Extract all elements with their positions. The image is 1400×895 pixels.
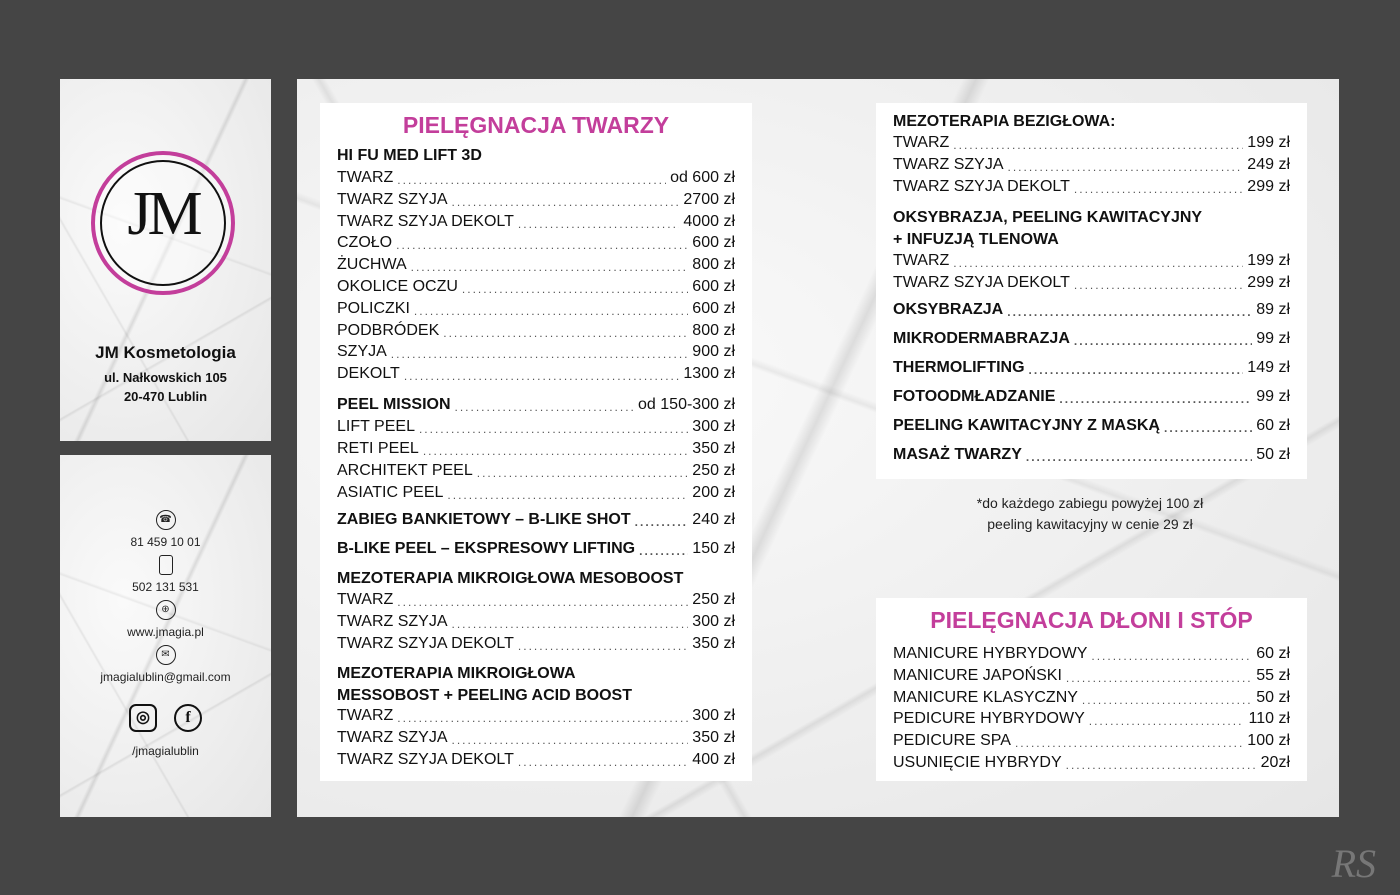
treatment-label: MASAŻ TWARZY (893, 446, 1022, 463)
treatment-row (893, 328, 1290, 350)
hifu-row (337, 276, 735, 298)
meso-price: 350 zł (692, 634, 735, 652)
hifu-row (337, 211, 735, 233)
dot-leader (397, 593, 688, 611)
dot-leader (953, 254, 1243, 272)
meso2-label: TWARZ SZYJA DEKOLT (337, 750, 514, 768)
phone-number-2: 502 131 531 (132, 580, 199, 594)
peel-price: 350 zł (692, 440, 735, 457)
oksy-header-line1: OKSYBRAZJA, PEELING KAWITACYJNY (893, 209, 1203, 226)
treatment-label: OKSYBRAZJA (893, 301, 1004, 318)
hifu-label: TWARZ SZYJA DEKOLT (337, 212, 514, 230)
bezig-header: MEZOTERAPIA BEZIGŁOWA: (893, 113, 1116, 130)
hands-price: 55 zł (1256, 666, 1290, 684)
hands-row (893, 752, 1290, 774)
meso-price: 300 zł (692, 612, 735, 630)
peel-label: LIFT PEEL (337, 418, 415, 435)
meso-label: TWARZ SZYJA DEKOLT (337, 634, 514, 652)
peel-row (337, 416, 735, 438)
dot-leader (1074, 332, 1252, 350)
face-care-title: PIELĘGNACJA TWARZY (402, 112, 670, 138)
hifu-label: DEKOLT (337, 365, 400, 383)
dot-leader (1015, 734, 1243, 752)
hifu-label: PODBRÓDEK (337, 321, 440, 339)
business-card-front (60, 79, 271, 441)
facebook-icon[interactable]: f (174, 704, 202, 732)
dot-leader (443, 324, 688, 342)
meso-price: 250 zł (692, 591, 735, 608)
blike-row (337, 538, 735, 560)
address-city: 20-470 Lublin (123, 389, 208, 404)
treatment-row (893, 386, 1290, 408)
hifu-row (337, 320, 735, 342)
bezig-label: TWARZ (893, 134, 950, 151)
meso2-row (337, 749, 735, 771)
meso2-row (337, 705, 735, 727)
hifu-price: 800 zł (692, 256, 735, 274)
dot-leader (452, 193, 680, 211)
hifu-row (337, 298, 735, 320)
hifu-label: POLICZKI (337, 299, 410, 317)
treatment-price: 99 zł (1256, 330, 1290, 347)
oksy-price: 299 zł (1247, 273, 1290, 291)
dot-leader (953, 136, 1243, 154)
peel-price: 200 zł (692, 484, 735, 501)
instagram-icon[interactable]: ◎ (129, 704, 157, 732)
peel-mission-row (337, 394, 735, 416)
note-line-2: peeling kawitacyjny w cenie 29 zł (987, 516, 1193, 532)
social-handle: /jmagialublin (132, 744, 199, 758)
hifu-price: 800 zł (692, 321, 735, 339)
phone-number-1: 81 459 10 01 (130, 535, 201, 549)
dot-leader (391, 345, 689, 363)
dot-leader (1164, 419, 1252, 437)
face-treatments-panel (876, 103, 1307, 479)
meso-row (337, 633, 735, 655)
meso2-label: TWARZ SZYJA (337, 728, 448, 746)
email-link[interactable]: jmagialublin@gmail.com (100, 670, 231, 684)
bezig-label: TWARZ SZYJA DEKOLT (893, 177, 1070, 195)
peel-row (337, 460, 735, 482)
hifu-label: SZYJA (337, 343, 387, 361)
meso2-price: 350 zł (692, 728, 735, 746)
meso2-header-line1: MEZOTERAPIA MIKROIGŁOWA (337, 665, 576, 682)
dot-leader (404, 367, 680, 385)
hifu-row (337, 232, 735, 254)
oksy-label: TWARZ (893, 252, 950, 269)
peel-mission-label: PEEL MISSION (337, 396, 451, 413)
dot-leader (1029, 361, 1244, 379)
treatment-label: FOTOODMŁADZANIE (893, 388, 1056, 405)
dot-leader (1074, 180, 1243, 198)
bankiet-price: 240 zł (692, 511, 735, 528)
meso2-price: 400 zł (692, 750, 735, 768)
treatment-price: 89 zł (1256, 301, 1290, 318)
hands-row (893, 643, 1290, 665)
hands-row (893, 687, 1290, 709)
dot-leader (447, 486, 688, 504)
dot-leader (462, 280, 688, 298)
hifu-label: TWARZ (337, 169, 394, 186)
treatment-row (893, 299, 1290, 321)
hifu-row (337, 363, 735, 385)
social-handle-row (60, 742, 271, 760)
hands-feet-panel (876, 598, 1307, 781)
bezig-price: 199 zł (1247, 134, 1290, 151)
dot-leader (1066, 669, 1252, 687)
hands-row (893, 730, 1290, 752)
website-link[interactable]: www.jmagia.pl (127, 625, 204, 639)
mobile-contact (60, 555, 271, 596)
peel-row (337, 482, 735, 504)
jm-logo (91, 151, 235, 295)
hifu-price: 4000 zł (683, 212, 735, 230)
peel-row (337, 438, 735, 460)
dot-leader (1082, 691, 1252, 709)
oksy-label: TWARZ SZYJA DEKOLT (893, 273, 1070, 291)
peel-price: 250 zł (692, 462, 735, 479)
hands-row (893, 665, 1290, 687)
hands-price: 110 zł (1248, 710, 1290, 728)
dot-leader (419, 420, 688, 438)
hands-feet-title: PIELĘGNACJA DŁONI I STÓP (930, 607, 1253, 633)
dot-leader (397, 709, 688, 727)
hifu-price: 600 zł (692, 278, 735, 295)
treatment-label: PEELING KAWITACYJNY Z MASKĄ (893, 417, 1160, 434)
treatment-price: 50 zł (1256, 446, 1290, 463)
dot-leader (518, 637, 688, 655)
hifu-price: 600 zł (692, 234, 735, 252)
dot-leader (396, 236, 688, 254)
mail-icon: ✉ (156, 645, 176, 665)
treatment-price: 99 zł (1256, 388, 1290, 405)
dot-leader (1074, 276, 1243, 294)
hifu-price: 900 zł (692, 343, 735, 361)
price-menu (297, 79, 1339, 817)
mobile-icon (159, 555, 173, 575)
hifu-price: od 600 zł (670, 169, 735, 186)
hands-row (893, 708, 1290, 730)
dot-leader (1091, 647, 1252, 665)
dot-leader (414, 302, 688, 320)
treatment-price: 60 zł (1256, 417, 1290, 434)
meso-row (337, 589, 735, 611)
dot-leader (452, 615, 689, 633)
hifu-price: 600 zł (692, 299, 735, 317)
blike-label: B-LIKE PEEL – EKSPRESOWY LIFTING (337, 540, 636, 557)
hifu-row (337, 341, 735, 363)
meso2-label: TWARZ (337, 707, 394, 724)
email-contact (60, 645, 271, 686)
dot-leader (452, 731, 689, 749)
hifu-label: CZOŁO (337, 234, 393, 252)
hifu-label: OKOLICE OCZU (337, 278, 458, 295)
peel-label: ASIATIC PEEL (337, 484, 444, 501)
logo-monogram: JM (127, 180, 199, 248)
hifu-row (337, 167, 735, 189)
hands-price: 20zł (1260, 754, 1290, 771)
hands-price: 50 zł (1256, 688, 1290, 706)
dot-leader (518, 753, 688, 771)
hifu-label: TWARZ SZYJA (337, 190, 448, 208)
treatment-row (893, 444, 1290, 466)
dot-leader (1007, 303, 1252, 321)
peel-label: RETI PEEL (337, 440, 419, 457)
dot-leader (1059, 390, 1252, 408)
designer-signature: RS (1331, 841, 1376, 886)
hifu-row (337, 254, 735, 276)
bankiet-label: ZABIEG BANKIETOWY – B-LIKE SHOT (337, 511, 631, 528)
oksy-row (893, 250, 1290, 272)
hifu-header: HI FU MED LIFT 3D (337, 147, 482, 164)
treatment-row (893, 415, 1290, 437)
peel-label: ARCHITEKT PEEL (337, 462, 473, 479)
dot-leader (423, 442, 688, 460)
hifu-price: 2700 zł (683, 190, 735, 208)
bezig-price: 249 zł (1247, 155, 1290, 173)
meso2-price: 300 zł (692, 707, 735, 724)
bezig-row (893, 154, 1290, 176)
oksy-header-line2: + INFUZJĄ TLENOWA (893, 231, 1059, 248)
hands-label: PEDICURE SPA (893, 732, 1011, 750)
bezig-label: TWARZ SZYJA (893, 155, 1004, 173)
blike-price: 150 zł (692, 540, 735, 557)
peel-mission-price: od 150-300 zł (638, 396, 735, 413)
dot-leader (477, 464, 689, 482)
bankiet-row (337, 509, 735, 531)
hifu-label: ŻUCHWA (337, 256, 407, 274)
bezig-price: 299 zł (1247, 177, 1290, 195)
hifu-price: 1300 zł (683, 365, 735, 383)
hands-label: USUNIĘCIE HYBRYDY (893, 754, 1062, 771)
treatment-row (893, 357, 1290, 379)
dot-leader (1008, 158, 1244, 176)
treatment-price: 149 zł (1247, 359, 1290, 376)
face-care-panel (320, 103, 752, 781)
dot-leader (1066, 756, 1257, 774)
hands-price: 100 zł (1247, 732, 1290, 750)
hands-label: MANICURE JAPOŃSKI (893, 666, 1062, 684)
globe-icon: ⊕ (156, 600, 176, 620)
meso-row (337, 611, 735, 633)
business-name: JM Kosmetologia (95, 343, 236, 362)
meso2-row (337, 727, 735, 749)
hifu-row (337, 189, 735, 211)
website-contact (60, 600, 271, 641)
meso-label: TWARZ SZYJA (337, 612, 448, 630)
hands-label: PEDICURE HYBRYDOWY (893, 710, 1085, 728)
dot-leader (1026, 448, 1252, 466)
address-street: ul. Nałkowskich 105 (104, 370, 227, 385)
meso-label: TWARZ (337, 591, 394, 608)
hands-label: MANICURE HYBRYDOWY (893, 645, 1088, 662)
oksy-price: 199 zł (1247, 252, 1290, 269)
dot-leader (1089, 712, 1245, 730)
note-line-1: *do każdego zabiegu powyżej 100 zł (976, 495, 1204, 511)
dot-leader (411, 258, 689, 276)
meso-header: MEZOTERAPIA MIKROIGŁOWA MESOBOOST (337, 570, 684, 587)
business-card-back (60, 455, 271, 817)
dot-leader (397, 171, 666, 189)
peel-price: 300 zł (692, 418, 735, 435)
treatment-label: MIKRODERMABRAZJA (893, 330, 1070, 347)
hands-price: 60 zł (1256, 645, 1290, 662)
bezig-row (893, 176, 1290, 198)
phone-icon: ☎ (156, 510, 176, 530)
hands-label: MANICURE KLASYCZNY (893, 688, 1078, 706)
phone-contact (60, 510, 271, 551)
bezig-row (893, 132, 1290, 154)
meso2-header-line2: MESSOBOST + PEELING ACID BOOST (337, 687, 632, 704)
treatment-label: THERMOLIFTING (893, 359, 1025, 376)
dot-leader (518, 215, 680, 233)
oksy-row (893, 272, 1290, 294)
